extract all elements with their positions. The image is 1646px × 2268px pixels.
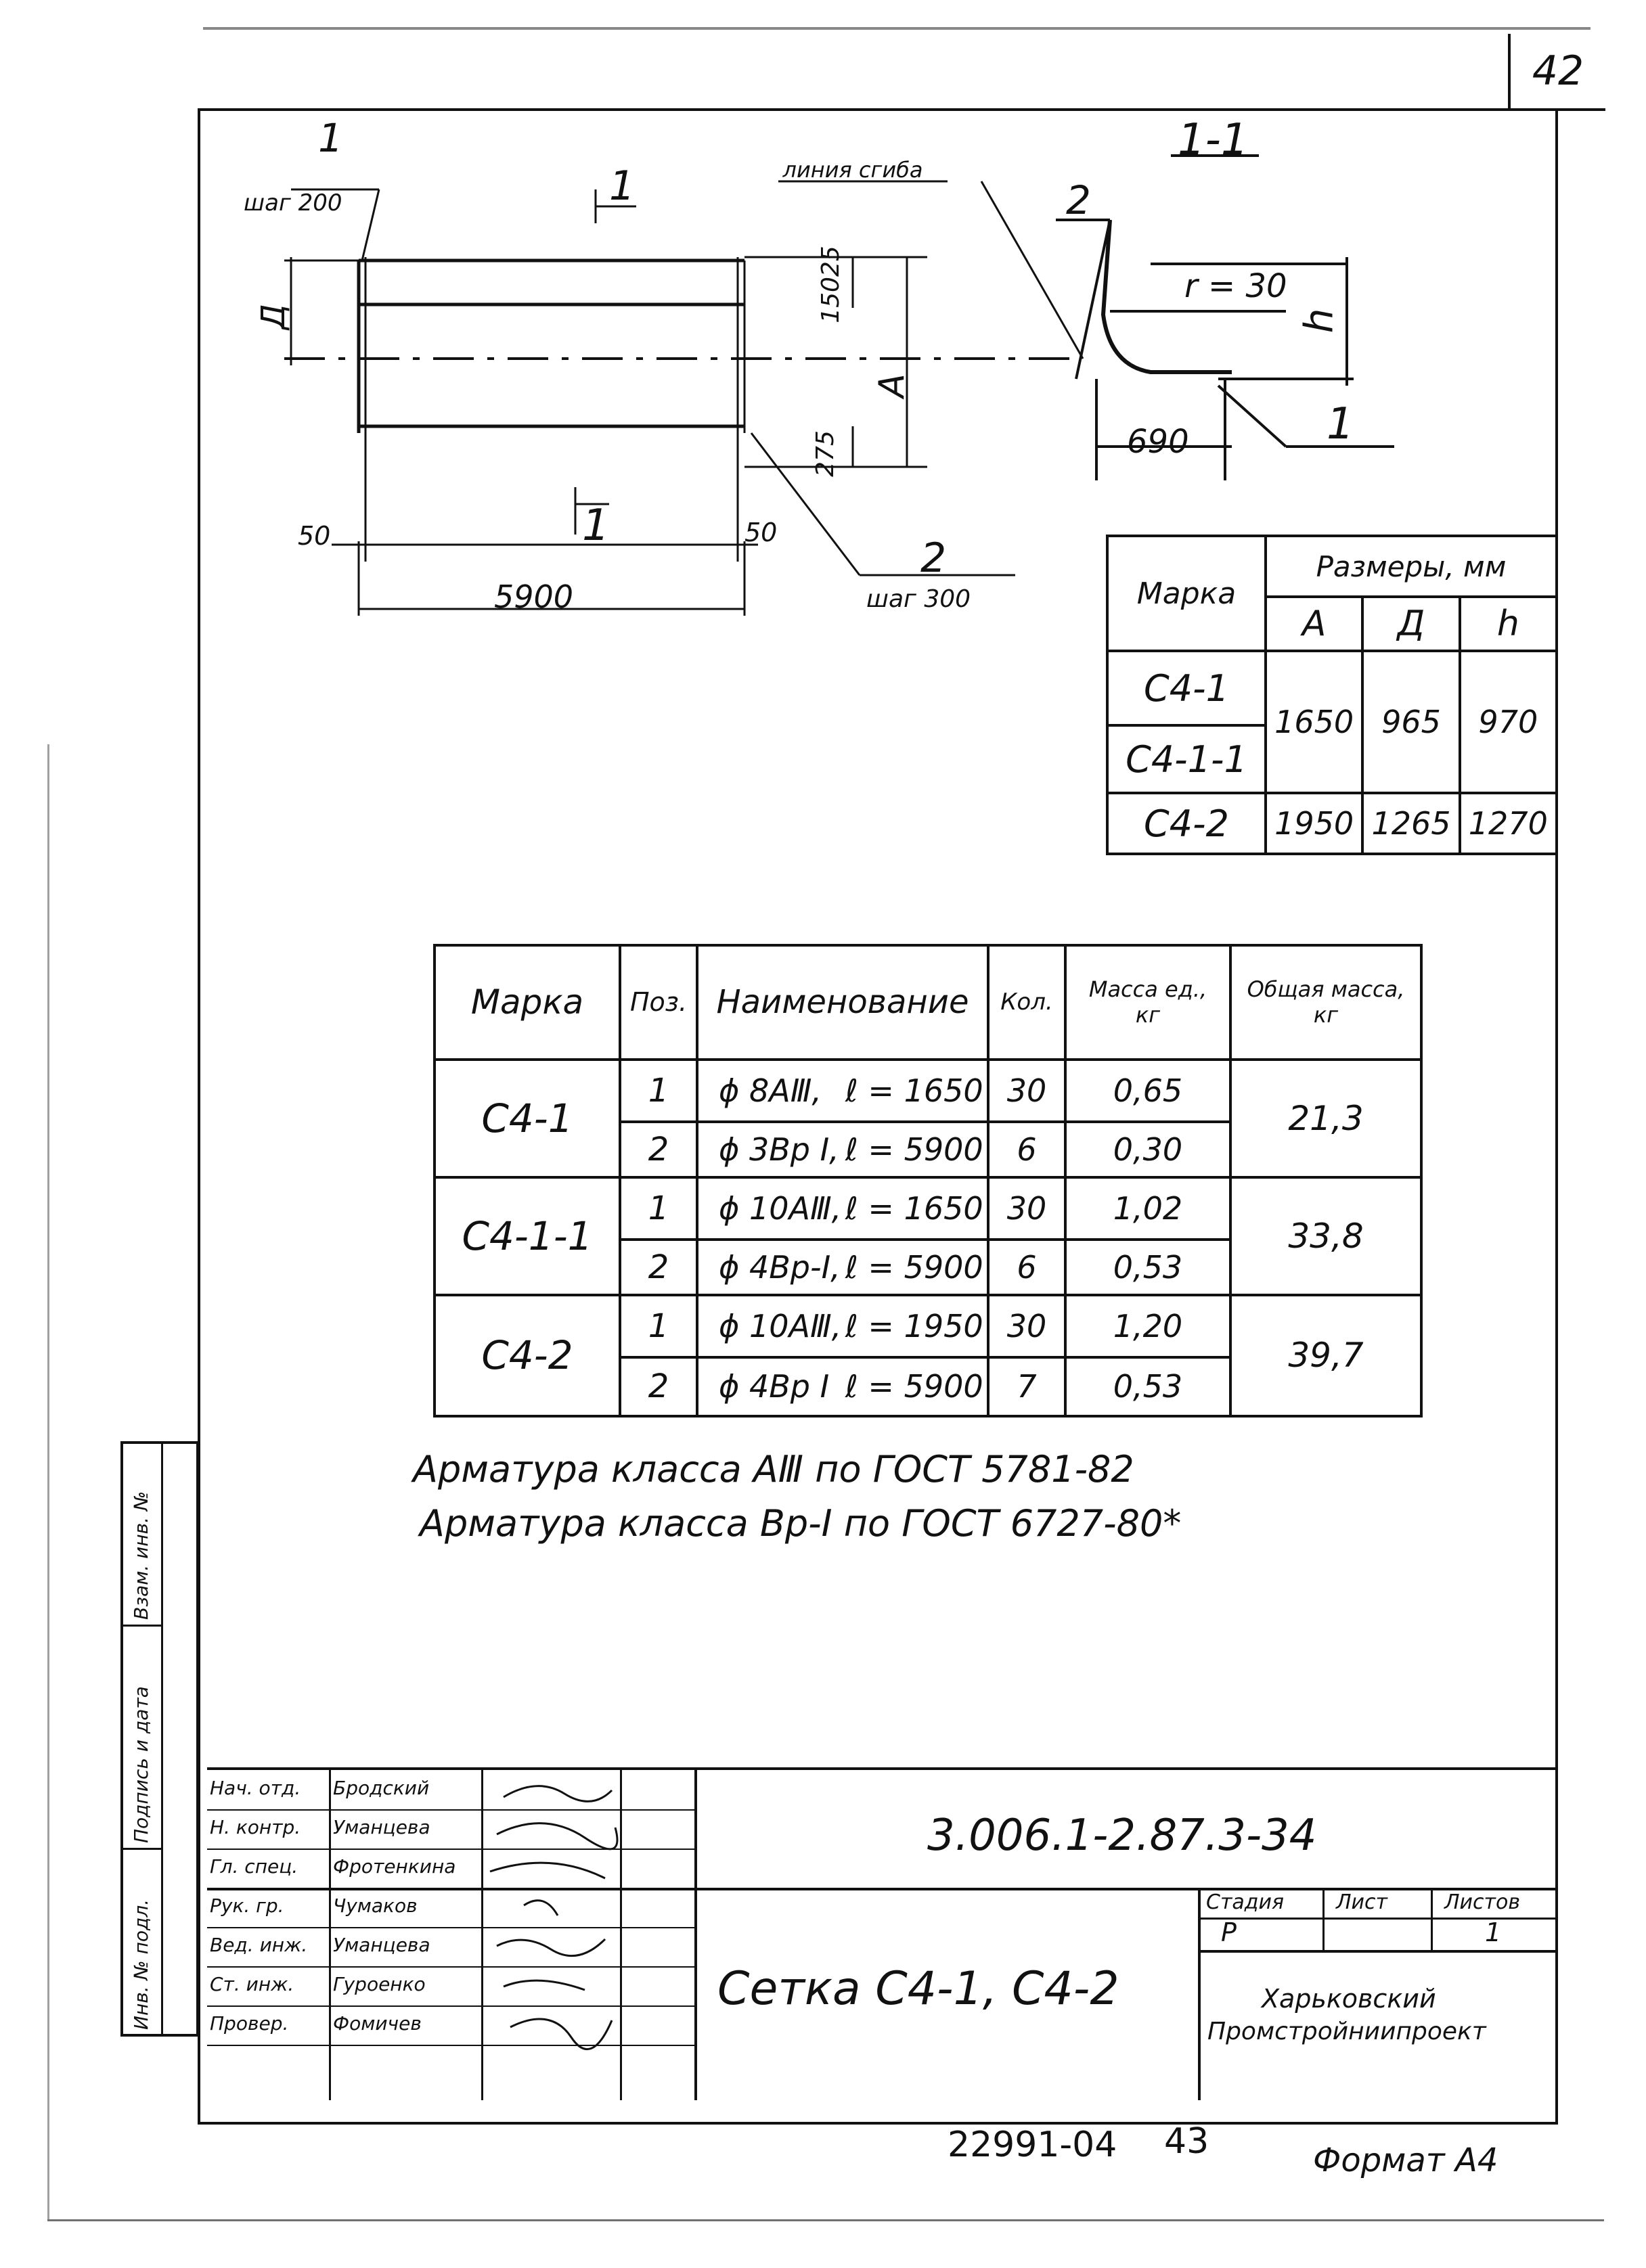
org-cell	[1201, 1950, 1555, 2100]
stage-row-bottom	[1201, 1918, 1555, 1953]
note-line-2: Арматура класса Вр-I по ГОСТ 6727-80*	[420, 1502, 1182, 1545]
role-title: Нач. отд.	[210, 1777, 301, 1799]
dim-label-15025: 15025	[816, 246, 845, 323]
spec-unit-mass: 0,65	[1065, 1060, 1230, 1122]
spec-total-mass: 33,8	[1230, 1177, 1421, 1295]
spec-mark: С4-2	[435, 1295, 620, 1416]
doc-code: 3.006.1-2.87.3-34	[927, 1811, 1317, 1861]
role-title: Н. контр.	[210, 1816, 301, 1838]
spec-length: ℓ = 1650	[845, 1177, 988, 1240]
specification-table	[433, 944, 1423, 1418]
left-edge-line	[47, 744, 49, 2219]
title-cell	[697, 1888, 1201, 2100]
section-mark-bottom: 1	[582, 501, 610, 551]
dims-d-value: 1265	[1362, 793, 1459, 854]
spec-total-mass: 39,7	[1230, 1295, 1421, 1416]
spec-pos: 2	[620, 1122, 697, 1177]
spec-pos: 1	[620, 1060, 697, 1122]
sheets-label: Листов	[1444, 1890, 1521, 1914]
role-title: Ст. инж.	[210, 1973, 294, 1995]
spec-qty: 30	[988, 1295, 1065, 1357]
spec-pos: 1	[620, 1177, 697, 1240]
dims-mark-c4-2: С4-2	[1107, 793, 1266, 854]
spec-header-qty: Кол.	[988, 945, 1065, 1060]
dim-label-50-left: 50	[298, 521, 331, 551]
bottom-edge-line	[47, 2219, 1604, 2221]
dims-header-mark: Марка	[1107, 536, 1266, 651]
mesh-plan	[284, 257, 1083, 562]
section-mark-top: 1	[609, 162, 636, 210]
spec-qty: 6	[988, 1122, 1065, 1177]
dim-label-5900: 5900	[494, 579, 574, 615]
role-person: Уманцева	[333, 1816, 430, 1838]
doc-code-row	[697, 1770, 1555, 1890]
spec-name: ϕ 4Вр-I,	[697, 1240, 845, 1295]
dims-mark-c4-1-1: С4-1-1	[1107, 725, 1266, 793]
dims-header-sizes: Размеры, мм	[1266, 536, 1557, 597]
dims-a-value: 1950	[1266, 793, 1362, 854]
spec-name: ϕ 10АⅢ,	[697, 1177, 845, 1240]
spec-length: ℓ = 5900	[845, 1240, 988, 1295]
spec-unit-mass: 0,53	[1065, 1240, 1230, 1295]
callout-2-step: шаг 300	[866, 585, 971, 613]
dims-col-a: А	[1266, 597, 1362, 651]
role-person: Чумаков	[333, 1895, 418, 1917]
spec-header-pos: Поз.	[620, 945, 697, 1060]
spec-length: ℓ = 1650	[845, 1060, 988, 1122]
side-label-original-inv: Инв. № подл.	[130, 1899, 152, 2030]
stage-grid	[1201, 1888, 1555, 1950]
spec-pos: 2	[620, 1240, 697, 1295]
dim-label-275: 275	[811, 430, 839, 477]
role-title: Вед. инж.	[210, 1934, 308, 1956]
spec-header-mark: Марка	[435, 945, 620, 1060]
dim-label-a-left: Д	[254, 304, 292, 330]
section-title: 1-1	[1178, 115, 1249, 165]
side-label-signature: Подпись и дата	[130, 1686, 152, 1843]
spec-qty: 7	[988, 1357, 1065, 1416]
callout-2-number: 2	[920, 535, 947, 582]
note-line-1: Арматура класса АⅢ по ГОСТ 5781-82	[413, 1448, 1134, 1491]
role-title: Гл. спец.	[210, 1855, 298, 1878]
spec-mark: С4-1	[435, 1060, 620, 1177]
dim-label-h: h	[1295, 308, 1342, 334]
sheet-label: Лист	[1336, 1890, 1388, 1914]
spec-name: ϕ 10АⅢ,	[697, 1295, 845, 1357]
sheets-value: 1	[1485, 1918, 1502, 1947]
spec-header-total-mass: Общая масса, кг	[1230, 945, 1421, 1060]
section-callout-2: 2	[1066, 177, 1091, 223]
stage-col-divider-1	[1322, 1888, 1325, 1950]
spec-unit-mass: 1,20	[1065, 1295, 1230, 1357]
side-cell-original-inv	[123, 1850, 161, 2037]
bend-line-label: линия сгиба	[782, 157, 923, 183]
dimension-lines	[284, 181, 1083, 616]
role-title: Рук. гр.	[210, 1895, 284, 1917]
role-person: Бродский	[333, 1777, 430, 1799]
stage-value: Р	[1221, 1918, 1237, 1947]
side-label-replacement: Взам. инв. №	[130, 1491, 152, 1620]
org-line-1: Харьковский	[1262, 1984, 1436, 2014]
spec-unit-mass: 0,53	[1065, 1357, 1230, 1416]
dims-h-value: 970	[1460, 651, 1557, 793]
callout-1-step: шаг 200	[244, 189, 342, 217]
side-strip-divider	[161, 1444, 163, 2034]
roles-grid	[207, 1770, 694, 2100]
spec-unit-mass: 1,02	[1065, 1177, 1230, 1240]
callout-1-number: 1	[318, 115, 343, 161]
spec-header-unit-mass: Масса ед., кг	[1065, 945, 1230, 1060]
side-strip	[120, 1441, 199, 2037]
footer-page-number: 43	[1164, 2121, 1209, 2162]
dims-a-value: 1650	[1266, 651, 1362, 793]
spec-length: ℓ = 5900	[845, 1122, 988, 1177]
spec-pos: 1	[620, 1295, 697, 1357]
role-person: Фротенкина	[333, 1855, 456, 1878]
dims-mark-c4-1: С4-1	[1107, 651, 1266, 725]
stage-col-divider-2	[1431, 1888, 1433, 1950]
spec-length: ℓ = 1950	[845, 1295, 988, 1357]
title-block	[207, 1767, 1555, 2100]
side-cell-replacement	[123, 1444, 161, 1627]
spec-header-name: Наименование	[697, 945, 988, 1060]
dim-label-a-right: А	[871, 373, 912, 398]
spec-pos: 2	[620, 1357, 697, 1416]
dims-h-value: 1270	[1460, 793, 1557, 854]
spec-mark: С4-1-1	[435, 1177, 620, 1295]
stage-label: Стадия	[1206, 1890, 1285, 1914]
signatures	[483, 1770, 622, 2054]
dimensions-table	[1106, 535, 1558, 855]
spec-qty: 30	[988, 1177, 1065, 1240]
role-person: Уманцева	[333, 1934, 430, 1956]
spec-length: ℓ = 5900	[845, 1357, 988, 1416]
drawing-title: Сетка С4-1, С4-2	[717, 1962, 1119, 2016]
dim-label-50-right: 50	[744, 518, 778, 547]
spec-name: ϕ 4Вр I	[697, 1357, 845, 1416]
dim-label-690: 690	[1127, 423, 1189, 461]
org-line-2: Промстройниипроект	[1207, 2018, 1486, 2045]
dims-col-d: Д	[1362, 597, 1459, 651]
spec-name: ϕ 8АⅢ,	[697, 1060, 845, 1122]
spec-name: ϕ 3Вр I,	[697, 1122, 845, 1177]
role-title: Провер.	[210, 2012, 289, 2035]
radius-label: r = 30	[1184, 267, 1287, 305]
dims-col-h: h	[1460, 597, 1557, 651]
footer-format: Формат А4	[1313, 2141, 1498, 2179]
spec-total-mass: 21,3	[1230, 1060, 1421, 1177]
spec-qty: 6	[988, 1240, 1065, 1295]
section-callout-1: 1	[1327, 399, 1354, 449]
dims-d-value: 965	[1362, 651, 1459, 793]
footer-inventory-number: 22991-04	[948, 2125, 1117, 2165]
side-cell-signature	[123, 1627, 161, 1850]
spec-unit-mass: 0,30	[1065, 1122, 1230, 1177]
sheet-number: 42	[1508, 34, 1605, 111]
role-person: Гуроенко	[333, 1973, 426, 1995]
spec-qty: 30	[988, 1060, 1065, 1122]
role-person: Фомичев	[333, 2012, 422, 2035]
